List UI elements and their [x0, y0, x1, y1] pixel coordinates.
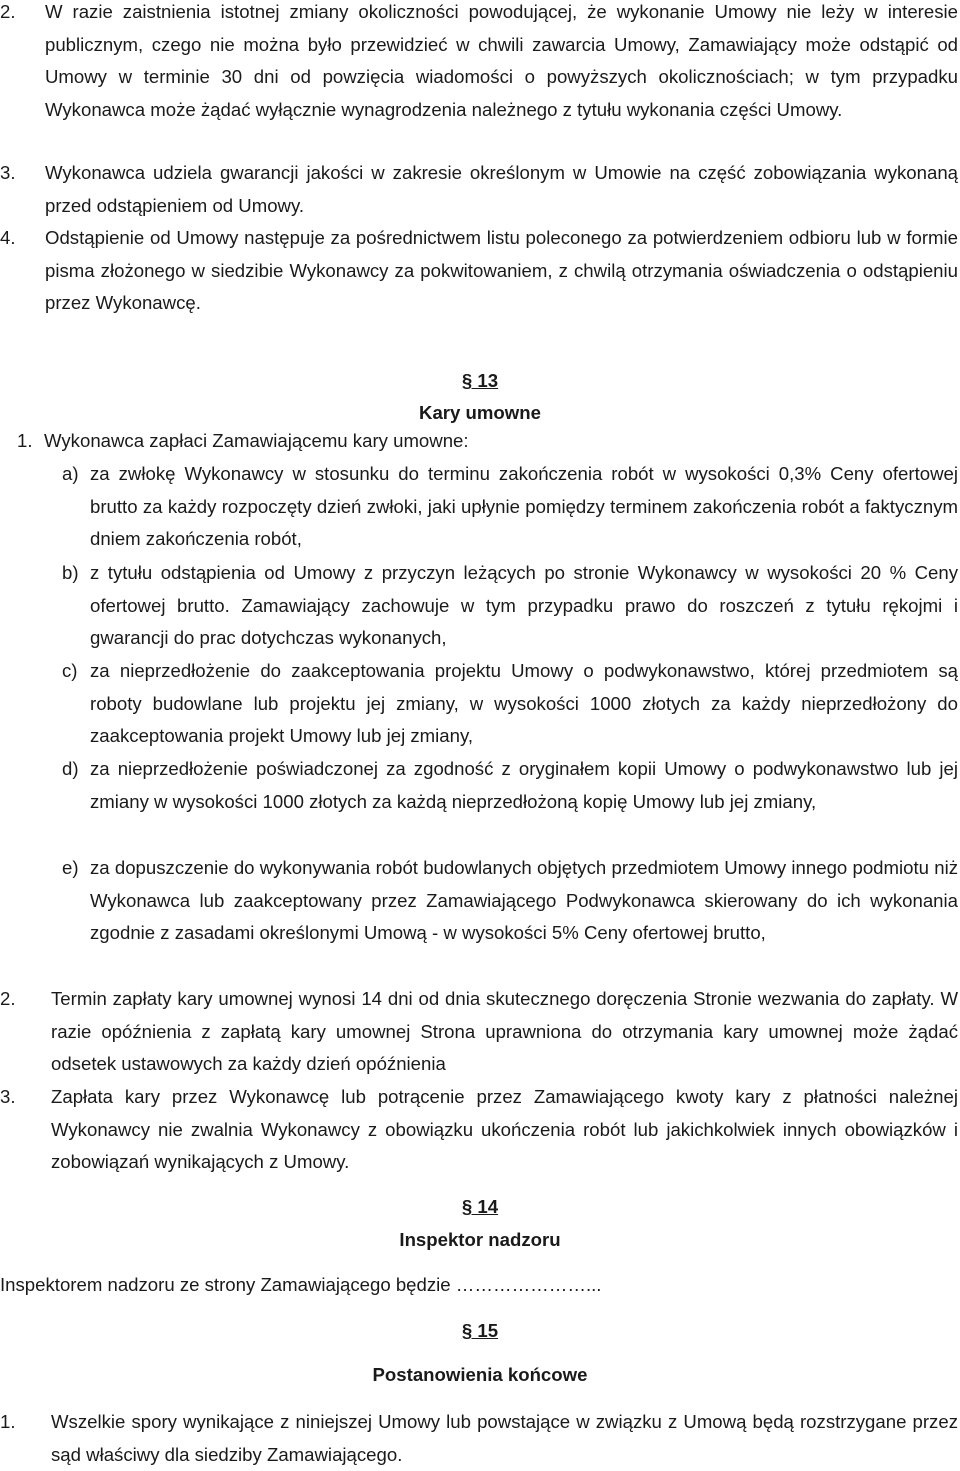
section-13-item-3 [0, 1081, 958, 1179]
list-item [0, 458, 958, 556]
list-item [0, 983, 958, 1081]
item-text: Odstąpienie od Umowy następuje za pośrednictwem listu poleconego za potwierdzeniem odbioru lub w formie pisma złożonego w siedzibie Wykonawcy za pokwitowaniem, z chwilą otrzymania oświadczenia o odstąpieniu przez Wykonawcę. [45, 227, 958, 314]
item-text: za zwłokę Wykonawcy w stosunku do terminu zakończenia robót w wysokości 0,3% Ceny ofertowej brutto za każdy rozpoczęty dzień zwłoki, jaki upłynie pomiędzy terminem zakończenia robót a faktycznym dniem zakończenia robót, [90, 463, 958, 550]
section-14-number: § 14 [461, 1196, 499, 1217]
item-number: 1. [17, 430, 33, 451]
section-13-sub-a [0, 458, 958, 556]
item-text: Zapłata kary przez Wykonawcę lub potrącenie przez Zamawiającego kwoty kary z płatności należnej Wykonawcy nie zwalnia Wykonawcy z obowiązku ukończenia robót lub jakichkolwiek innych obowiązków i zobowiązań wynikających z Umowy. [51, 1086, 958, 1173]
list-item [0, 557, 958, 655]
item-number: 1. [0, 1411, 16, 1432]
item-number: 2. [0, 988, 16, 1009]
item-text: z tytułu odstąpienia od Umowy z przyczyn leżących po stronie Wykonawcy w wysokości 20 % Ceny ofertowej brutto. Zamawiający zachowuje w tym przypadku prawo do roszczeń z tytułu rękojmi i gwarancji do prac dotychczas wykonanych, [90, 562, 958, 649]
list-item [0, 655, 958, 753]
item-text: Wykonawca udziela gwarancji jakości w zakresie określonym w Umowie na część zobowiązania wykonaną przed odstąpieniem od Umowy. [45, 162, 958, 216]
section-15-item-1 [0, 1406, 958, 1471]
item-text: Termin zapłaty kary umownej wynosi 14 dni od dnia skutecznego doręczenia Stronie wezwania do zapłaty. W razie opóźnienia z zapłatą kary umownej Strona uprawniona do otrzymania kary umownej może żądać odsetek ustawowych za każdy dzień opóźnienia [51, 988, 958, 1075]
section-14-title: Inspektor nadzoru [399, 1229, 561, 1250]
section-13-title: Kary umowne [419, 402, 541, 423]
item-text: W razie zaistnienia istotnej zmiany okoliczności powodującej, że wykonanie Umowy nie leży w interesie publicznym, czego nie można było przewidzieć w chwili zawarcia Umowy, Zamawiający może odstąpić od Umowy w terminie 30 dni od powzięcia wiadomości o powyższych okolicznościach; w tym przypadku Wykonawca może żądać wyłącznie wynagrodzenia należnego z tytułu wykonania części Umowy. [45, 1, 958, 120]
section-13-sub-d [0, 753, 958, 818]
section-13-sub-b [0, 557, 958, 655]
top-item-2 [0, 0, 958, 126]
list-item [0, 1406, 958, 1471]
item-text: za nieprzedłożenie poświadczonej za zgodność z oryginałem kopii Umowy o podwykonawstwo lub jej zmiany w wysokości 1000 złotych za każdą nieprzedłożoną kopię Umowy lub jej zmiany, [90, 758, 958, 812]
item-number: 3. [0, 162, 16, 183]
section-13-sub-c [0, 655, 958, 753]
list-item [0, 425, 958, 458]
item-text: za dopuszczenie do wykonywania robót budowlanych objętych przedmiotem Umowy innego podmiotu niż Wykonawca lub zaakceptowany przez Zamawiającego Podwykonawca skierowany do ich wykonania zgodnie z zasadami określonymi Umową - w wysokości 5% Ceny ofertowej brutto, [90, 857, 958, 944]
section-13-number: § 13 [461, 370, 499, 391]
item-letter: e) [62, 857, 79, 878]
list-item [0, 0, 958, 126]
item-number: 4. [0, 227, 16, 248]
item-letter: a) [62, 463, 79, 484]
top-item-3 [0, 157, 958, 222]
section-13-item-2 [0, 983, 958, 1081]
item-letter: c) [62, 660, 78, 681]
top-item-4 [0, 222, 958, 320]
item-letter: d) [62, 758, 79, 779]
item-number: 3. [0, 1086, 16, 1107]
item-letter: b) [62, 562, 79, 583]
item-number: 2. [0, 1, 16, 22]
list-item [0, 222, 958, 320]
item-text: Wykonawca zapłaci Zamawiającemu kary umowne: [44, 430, 469, 451]
list-item [0, 157, 958, 222]
inspector-line: Inspektorem nadzoru ze strony Zamawiającego będzie …………………... [0, 1274, 602, 1295]
section-15-number: § 15 [461, 1320, 499, 1341]
section-13-sub-e [0, 852, 958, 950]
list-item [0, 753, 958, 818]
section-15-title: Postanowienia końcowe [372, 1364, 588, 1385]
item-text: Wszelkie spory wynikające z niniejszej Umowy lub powstające w związku z Umową będą rozstrzygane przez sąd właściwy dla siedziby Zamawiającego. [51, 1411, 958, 1465]
list-item [0, 1081, 958, 1179]
list-item [0, 852, 958, 950]
section-13-intro [0, 425, 958, 458]
item-text: za nieprzedłożenie do zaakceptowania projektu Umowy o podwykonawstwo, której przedmiotem są roboty budowlane lub projektu jej zmiany, w wysokości 1000 złotych za każdy nieprzedłożony do zaakceptowania projekt Umowy lub jej zmiany, [90, 660, 958, 747]
